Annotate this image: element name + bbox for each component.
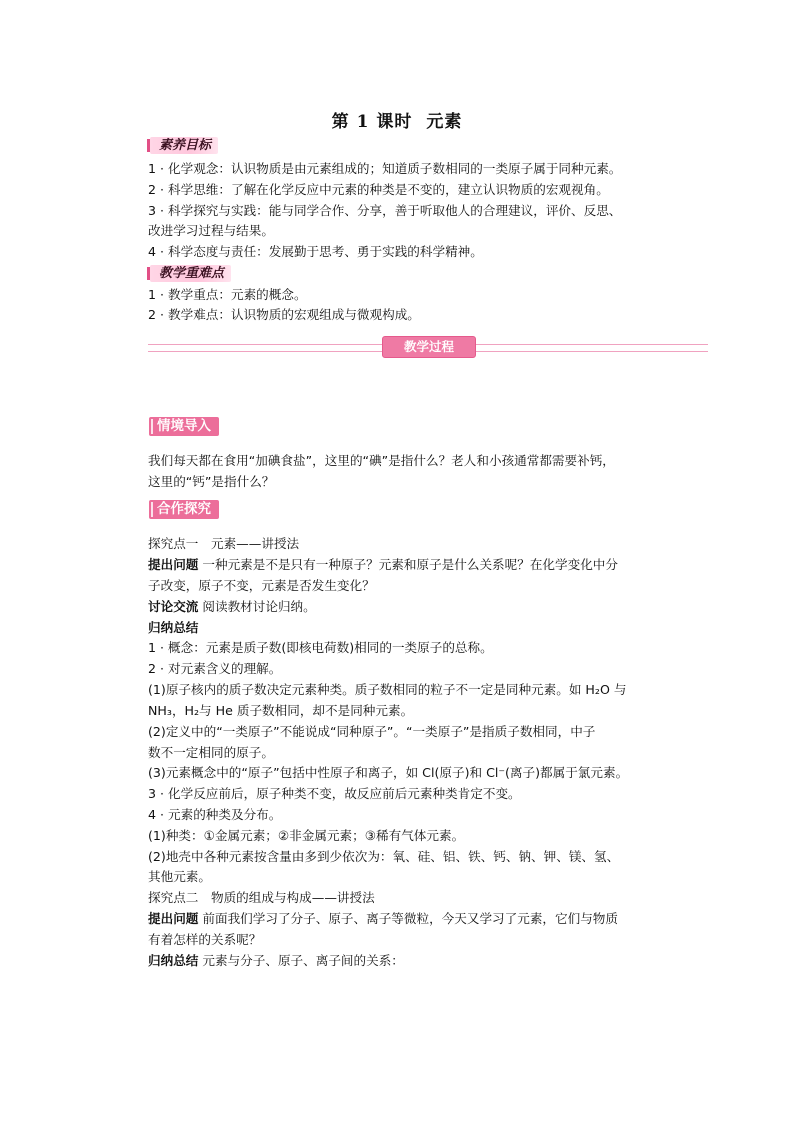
summary-line-cont: NH₃，H₂与 He 质子数相同，却不是同种元素。 (148, 703, 414, 718)
summary-line: (1)原子核内的质子数决定元素种类。质子数相同的粒子不一定是同种元素。如 H₂O 与 (148, 682, 627, 697)
explore-point-1: 探究点一 元素——讲授法 (148, 536, 300, 551)
lesson-number: 第 1 课时 (331, 112, 413, 132)
question-2 (148, 910, 618, 927)
section-heading-goals: 素养目标 (150, 137, 218, 154)
discussion-label: 讨论交流 (148, 599, 199, 614)
question-text: 一种元素是不是只有一种原子？元素和原子是什么关系呢？在化学变化中分 (198, 557, 618, 572)
section-heading-key-points: 教学重难点 (150, 265, 231, 282)
goal-item-cont: 改进学习过程与结果。 (148, 223, 274, 238)
lesson-topic: 元素 (426, 112, 463, 132)
section-tag-explore: 合作探究 (149, 500, 219, 519)
goal-item: 3 · 科学探究与实践：能与同学合作、分享，善于听取他人的合理建议，评价、反思、 (148, 203, 622, 218)
question-2-cont: 有着怎样的关系呢？ (148, 932, 262, 947)
summary-label-text: 归纳总结 (148, 620, 199, 635)
section-tag-intro: 情境导入 (149, 417, 219, 436)
summary-line-cont: 数不一定相同的原子。 (148, 745, 274, 760)
summary-2-label: 归纳总结 (148, 953, 199, 968)
goal-item: 2 · 科学思维：了解在化学反应中元素的种类是不变的，建立认识物质的宏观视角。 (148, 182, 609, 197)
summary-line: (2)地壳中各种元素按含量由多到少依次为：氧、硅、铝、铁、钙、钠、钾、镁、氢、 (148, 849, 620, 864)
discussion-text: 阅读教材讨论归纳。 (198, 599, 316, 614)
question-text: 前面我们学习了分子、原子、离子等微粒，今天又学习了元素，它们与物质 (198, 911, 618, 926)
intro-line: 我们每天都在食用“加碘食盐”，这里的“碘”是指什么？老人和小孩通常都需要补钙， (148, 453, 615, 468)
summary-line: (2)定义中的“一类原子”不能说成“同种原子”。“一类原子”是指质子数相同，中子 (148, 724, 596, 739)
question-label: 提出问题 (148, 557, 199, 572)
summary-2-text: 元素与分子、原子、离子间的关系： (198, 953, 404, 968)
question-1-cont: 子改变，原子不变，元素是否发生变化？ (148, 578, 375, 593)
goal-item: 1 · 化学观念：认识物质是由元素组成的；知道质子数相同的一类原子属于同种元素。 (148, 161, 622, 176)
summary-line: 4 · 元素的种类及分布。 (148, 807, 282, 822)
page-title (0, 107, 794, 132)
summary-line: 1 · 概念：元素是质子数(即核电荷数)相同的一类原子的总称。 (148, 640, 493, 655)
summary-line: (1)种类：①金属元素；②非金属元素；③稀有气体元素。 (148, 828, 465, 843)
summary-line: 3 · 化学反应前后，原子种类不变，故反应前后元素种类肯定不变。 (148, 786, 521, 801)
summary-2 (148, 952, 404, 969)
explore-point-2: 探究点二 物质的组成与构成——讲授法 (148, 890, 375, 905)
discussion (148, 598, 316, 615)
key-point-item: 2 · 教学难点：认识物质的宏观组成与微观构成。 (148, 307, 420, 322)
summary-line: (3)元素概念中的“原子”包括中性原子和离子，如 Cl(原子)和 Cl⁻(离子)都属于氯元素。 (148, 765, 629, 780)
question-label: 提出问题 (148, 911, 199, 926)
process-label: 教学过程 (382, 336, 476, 358)
summary-line: 2 · 对元素含义的理解。 (148, 661, 282, 676)
summary-label (148, 619, 198, 636)
key-point-item: 1 · 教学重点：元素的概念。 (148, 287, 307, 302)
intro-line: 这里的“钙”是指什么？ (148, 474, 275, 489)
summary-line-cont: 其他元素。 (148, 869, 211, 884)
question-1 (148, 556, 618, 573)
goal-item: 4 · 科学态度与责任：发展勤于思考、勇于实践的科学精神。 (148, 244, 483, 259)
